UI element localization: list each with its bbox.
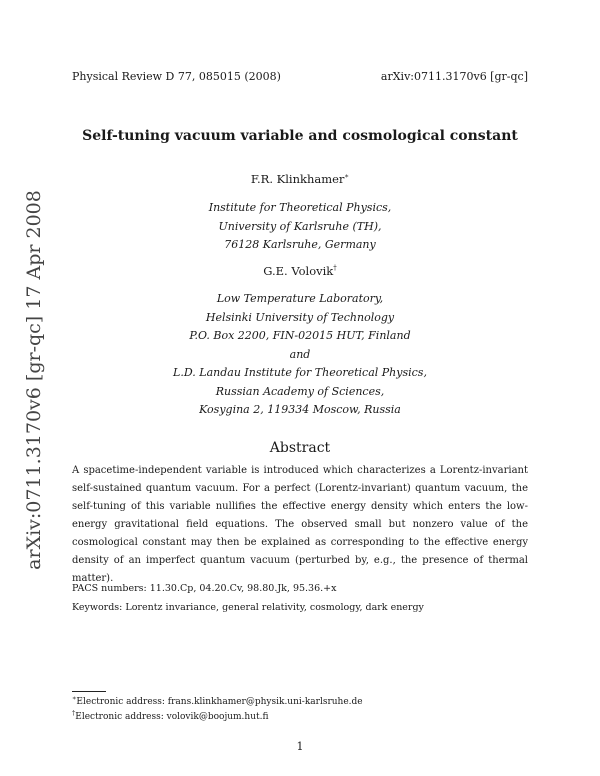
footnote-rule [72,691,106,692]
author-1 [0,172,600,186]
footnote-2-mark: † [72,709,76,717]
author-1-name: F.R. Klinkhamer [250,172,345,186]
affiliation-2-line: Helsinki University of Technology [205,310,395,324]
affiliation-1-line: Institute for Theoretical Physics, [208,201,392,214]
affiliation-2-line: and [289,347,311,361]
page-number: 1 [296,740,304,753]
footnote-1 [72,694,363,707]
paper-title: Self-tuning vacuum variable and cosmological constant [82,128,518,144]
affiliation-2 [0,290,600,420]
footnote-1-text: Electronic address: frans.klinkhamer@physik.uni-karlsruhe.de [76,697,363,707]
journal-reference: Physical Review D 77, 085015 (2008) [72,70,281,83]
footnote-2-text: Electronic address: volovik@boojum.hut.fi [75,712,269,722]
footnote-2 [72,709,269,722]
pacs-numbers: PACS numbers: 11.30.Cp, 04.20.Cv, 98.80.Jk, 95.36.+x [72,583,337,594]
keywords: Keywords: Lorentz invariance, general relativity, cosmology, dark energy [72,602,424,613]
affiliation-2-line: P.O. Box 2200, FIN-02015 HUT, Finland [189,329,411,342]
affiliation-1-line: 76128 Karlsruhe, Germany [224,238,376,251]
author-1-mark: ∗ [344,172,350,181]
abstract-text: A spacetime-independent variable is introduced which characterizes a Lorentz-invariant self-sustained quantum vacuum. For a perfect (Lorentz-invariant) quantum vacuum, the self-tuning of this variable nullifies the effective energy density which enters the low-energy gravitational field equations. The observed small but nonzero value of the cosmological constant may then be explained as corresponding to the effective energy density of an imperfect quantum vacuum (perturbed by, e.g., the presence of thermal matter). [72,465,528,584]
affiliation-2-line: Kosygina 2, 119334 Moscow, Russia [199,403,401,416]
arxiv-stamp-text: arXiv:0711.3170v6 [gr-qc] 17 Apr 2008 [23,190,45,570]
author-2 [0,264,600,278]
abstract-heading: Abstract [269,440,331,456]
affiliation-1-line: University of Karlsruhe (TH), [218,219,382,233]
author-2-mark: † [333,264,337,273]
affiliation-2-line: L.D. Landau Institute for Theoretical Physics, [173,366,427,379]
footnote-1-mark: ∗ [72,694,77,702]
affiliation-2-line: Russian Academy of Sciences, [215,384,385,398]
affiliation-2-line: Low Temperature Laboratory, [216,292,384,305]
affiliation-1 [0,199,600,255]
author-2-name: G.E. Volovik [263,264,334,278]
arxiv-id: arXiv:0711.3170v6 [gr-qc] [380,70,528,83]
